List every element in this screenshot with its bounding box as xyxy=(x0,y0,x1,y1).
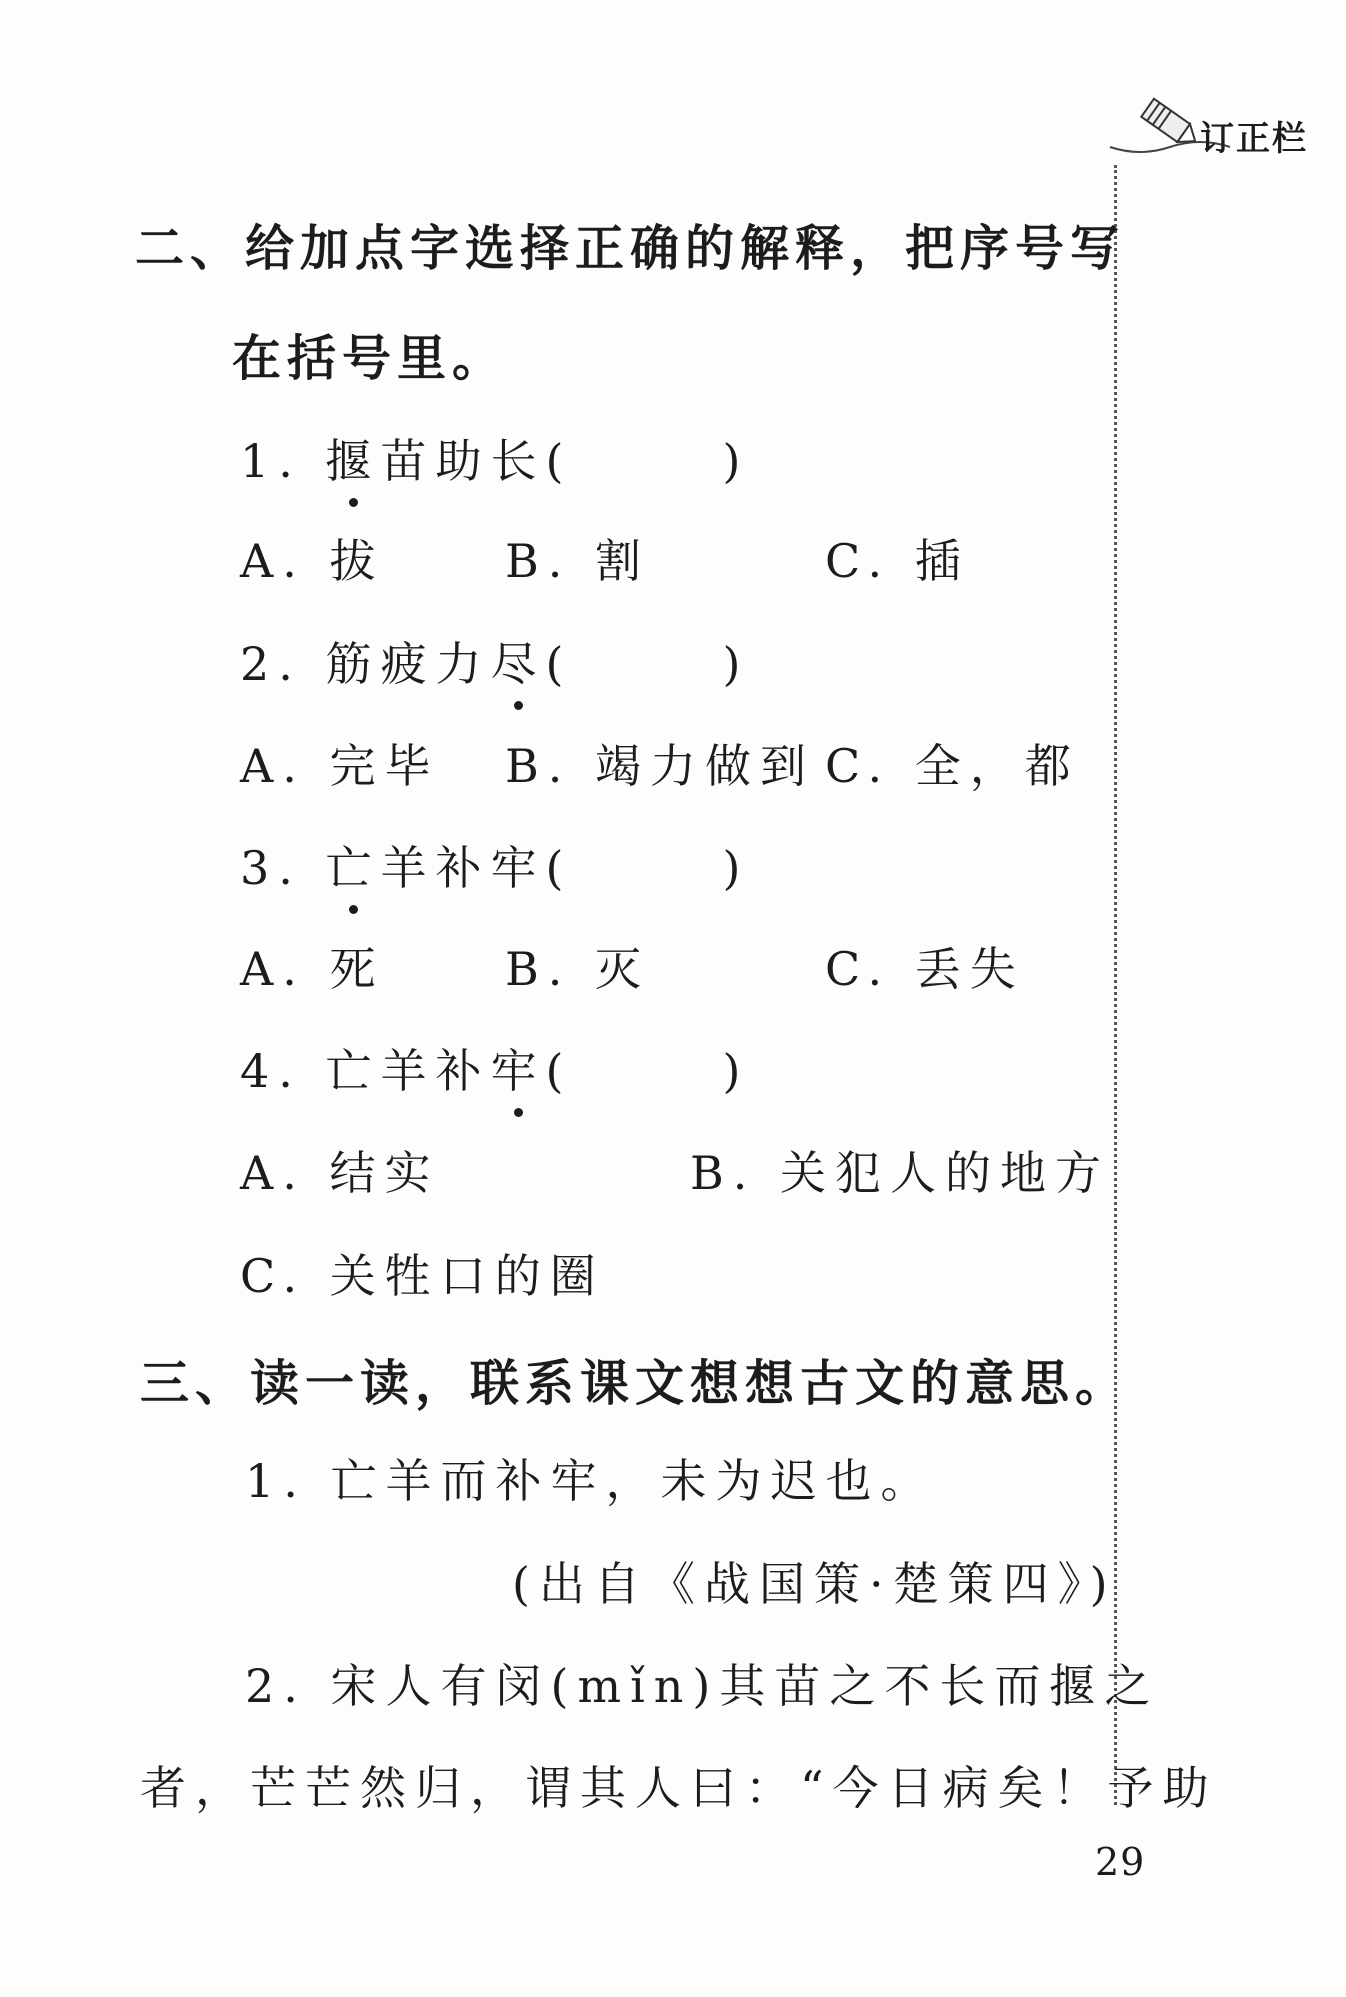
question-2-phrase: 2. 筋疲力 xyxy=(240,637,491,691)
option-b: B. 割 xyxy=(505,534,651,588)
passage-1: 1. 亡羊而补牢，未为迟也。 xyxy=(245,1454,936,1508)
option-a: A. 结实 xyxy=(240,1146,440,1200)
emphasis-dot-char: 亡 xyxy=(326,832,381,898)
emphasis-dot-char: 牢 xyxy=(491,1035,546,1101)
question-3-number: 3. xyxy=(240,841,302,895)
option-c: C. 丢失 xyxy=(825,942,1025,996)
correction-column-label: 订正栏 xyxy=(1200,119,1308,159)
passage-1-source: (出自《战国策·楚策四》) xyxy=(512,1557,1117,1611)
option-b: B. 竭力做到 xyxy=(505,739,816,793)
paren-open: ( xyxy=(545,1044,573,1098)
option-a: A. 死 xyxy=(240,942,385,996)
question-4 xyxy=(240,1035,749,1101)
emphasis-dot-char: 尽 xyxy=(491,628,546,694)
correction-column-header xyxy=(1110,95,1340,165)
question-3-phrase: 羊补牢( xyxy=(380,841,573,895)
option-c: C. 关牲口的圈 xyxy=(240,1249,605,1303)
option-c: C. 全，都 xyxy=(825,739,1080,793)
question-4-phrase: 4. 亡羊补 xyxy=(240,1044,491,1098)
option-a: A. 完毕 xyxy=(240,739,440,793)
option-b: B. 灭 xyxy=(505,942,651,996)
paren-close: ) xyxy=(722,434,750,488)
section2-title-line2: 在括号里。 xyxy=(232,330,508,387)
question-1-phrase: 苗助长( xyxy=(380,434,573,488)
question-1-number: 1. xyxy=(240,434,302,488)
question-2 xyxy=(240,628,749,694)
paren-close: ) xyxy=(722,841,750,895)
emphasis-dot-char: 揠 xyxy=(326,425,381,491)
option-c: C. 插 xyxy=(825,534,970,588)
section2-title-line1: 二、给加点字选择正确的解释，把序号写 xyxy=(135,220,1126,277)
option-b: B. 关犯人的地方 xyxy=(690,1146,1111,1200)
passage-2-line1: 2. 宋人有闵(mǐn)其苗之不长而揠之 xyxy=(245,1659,1160,1713)
paren-open: ( xyxy=(545,637,573,691)
page-number: 29 xyxy=(1095,1840,1146,1884)
paren-close: ) xyxy=(722,1044,750,1098)
option-a: A. 拔 xyxy=(240,534,385,588)
paren-close: ) xyxy=(722,637,750,691)
question-1 xyxy=(240,425,749,491)
question-3 xyxy=(240,832,749,898)
section3-title: 三、读一读，联系课文想想古文的意思。 xyxy=(140,1355,1131,1412)
passage-2-line2: 者，芒芒然归，谓其人曰：“今日病矣！予助 xyxy=(140,1761,1218,1815)
